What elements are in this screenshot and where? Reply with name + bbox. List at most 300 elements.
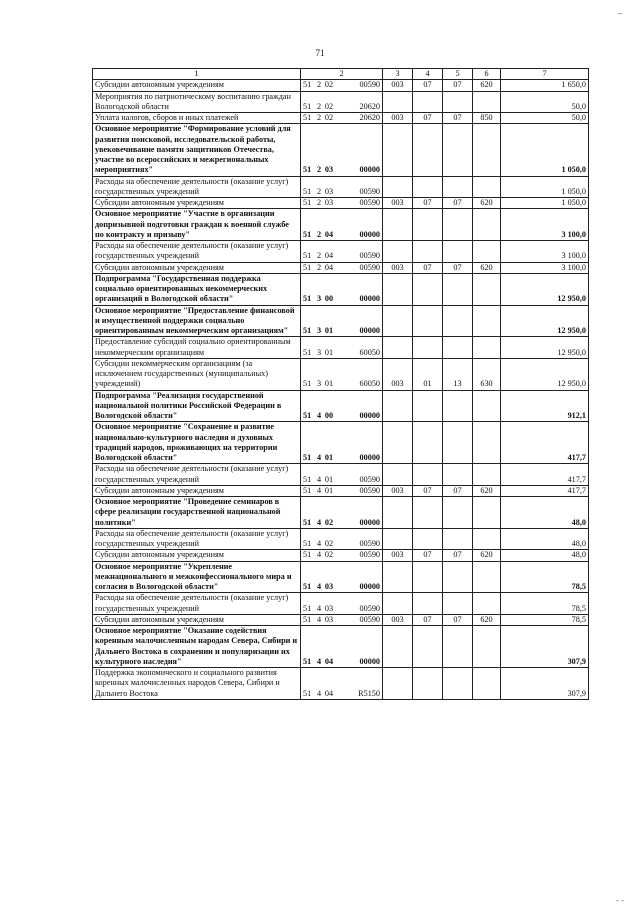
row-amount: 12 950,0: [501, 305, 589, 337]
row-name: Субсидии некоммерческим организациям (за исключением государственных (муниципальных) учреждений): [93, 358, 301, 390]
code-measure: 03: [324, 165, 334, 175]
row-amount: 3 100,0: [501, 209, 589, 241]
row-col-6: 620: [473, 80, 501, 91]
code-direction: 00590: [359, 262, 380, 272]
row-col-6: [473, 305, 501, 337]
code-program: 51: [303, 294, 312, 304]
table-row: [93, 485, 589, 496]
row-amount: 307,9: [501, 626, 589, 668]
row-code: [301, 626, 383, 668]
code-program: 51: [303, 251, 312, 261]
row-code-parts: [303, 604, 380, 614]
code-direction: 00590: [359, 198, 380, 207]
row-col-6: 620: [473, 614, 501, 625]
code-subprogram: 4: [316, 517, 322, 527]
header-col-3: 3: [383, 69, 413, 80]
row-col-5: 07: [443, 80, 473, 91]
code-measure: 02: [324, 517, 334, 527]
row-name: Основное мероприятие "Участие в организации допризывной подготовки граждан к военной службе по контракту и призыву": [93, 209, 301, 241]
row-code: [301, 614, 383, 625]
row-name: Субсидии автономным учреждениям: [93, 80, 301, 91]
row-col-6: [473, 626, 501, 668]
table-row: [93, 124, 589, 176]
row-col-3: [383, 91, 413, 113]
row-amount: 78,5: [501, 593, 589, 615]
row-code: [301, 198, 383, 209]
code-measure: 04: [324, 688, 334, 698]
row-col-3: 003: [383, 80, 413, 91]
row-code: [301, 485, 383, 496]
row-name: Субсидии автономным учреждениям: [93, 198, 301, 209]
table-row: [93, 528, 589, 550]
budget-table: [92, 68, 589, 700]
row-code-parts: [303, 263, 380, 273]
row-code-parts: [303, 475, 380, 485]
table-row: [93, 80, 589, 91]
header-col-5: 5: [443, 69, 473, 80]
row-name: Расходы на обеспечение деятельности (оказание услуг) государственных учреждений: [93, 593, 301, 615]
row-code-parts: [303, 657, 380, 667]
row-col-5: 13: [443, 358, 473, 390]
row-code-parts: [303, 582, 380, 592]
row-name: Расходы на обеспечение деятельности (оказание услуг) государственных учреждений: [93, 464, 301, 486]
row-col-4: [413, 626, 443, 668]
row-name: Основное мероприятие "Сохранение и развитие национально-культурного наследия и духовных традиций народов, проживающих на территории Вологодской области": [93, 422, 301, 464]
table-row: [93, 113, 589, 124]
code-program: 51: [303, 113, 312, 122]
row-code: [301, 273, 383, 305]
row-code-parts: [303, 348, 380, 358]
table-row: [93, 422, 589, 464]
code-measure: 03: [324, 603, 334, 613]
code-direction: R5150: [358, 688, 380, 698]
row-col-3: [383, 528, 413, 550]
row-col-6: [473, 91, 501, 113]
code-subprogram: 2: [316, 186, 322, 196]
code-measure: 04: [324, 656, 334, 666]
table-row: [93, 550, 589, 561]
code-subprogram: 2: [316, 229, 322, 239]
row-code-parts: [303, 689, 380, 699]
row-col-6: 620: [473, 550, 501, 561]
row-col-5: 07: [443, 485, 473, 496]
row-col-5: 07: [443, 550, 473, 561]
code-direction: 00590: [359, 614, 380, 624]
table-row: [93, 176, 589, 198]
row-col-4: [413, 176, 443, 198]
row-col-6: 850: [473, 113, 501, 124]
code-program: 51: [303, 614, 312, 624]
row-code-parts: [303, 615, 380, 625]
code-direction: 00000: [359, 453, 380, 462]
code-measure: 03: [324, 614, 334, 624]
table-row: [93, 390, 589, 422]
code-direction: 00000: [359, 165, 380, 175]
row-col-4: [413, 464, 443, 486]
row-col-6: 620: [473, 262, 501, 273]
row-amount: 417,7: [501, 464, 589, 486]
row-col-3: [383, 668, 413, 700]
row-amount: 12 950,0: [501, 273, 589, 305]
row-code-parts: [303, 326, 380, 336]
row-col-4: 07: [413, 485, 443, 496]
row-col-3: 003: [383, 550, 413, 561]
header-col-2: 2: [301, 69, 383, 80]
table-row: [93, 626, 589, 668]
row-col-4: 07: [413, 614, 443, 625]
row-col-3: [383, 124, 413, 176]
row-amount: 12 950,0: [501, 337, 589, 359]
row-amount: 1 050,0: [501, 198, 589, 209]
code-direction: 00000: [359, 656, 380, 666]
row-col-4: [413, 305, 443, 337]
row-amount: 912,1: [501, 390, 589, 422]
row-name: Субсидии автономным учреждениям: [93, 262, 301, 273]
page-number: 71: [315, 48, 325, 58]
row-col-3: [383, 464, 413, 486]
row-col-6: [473, 464, 501, 486]
row-code-parts: [303, 187, 380, 197]
code-measure: 03: [324, 582, 334, 591]
code-subprogram: 2: [316, 198, 322, 207]
code-program: 51: [303, 326, 312, 335]
row-col-4: [413, 91, 443, 113]
row-col-6: [473, 422, 501, 464]
row-col-6: 620: [473, 485, 501, 496]
code-direction: 00590: [359, 603, 380, 613]
table-row: [93, 497, 589, 529]
table-row: [93, 198, 589, 209]
row-col-5: [443, 422, 473, 464]
code-direction: 20620: [359, 101, 380, 111]
code-direction: 00000: [359, 411, 380, 420]
row-col-4: [413, 273, 443, 305]
code-measure: 04: [324, 251, 334, 261]
code-measure: 00: [324, 411, 334, 420]
code-measure: 01: [324, 379, 334, 389]
code-program: 51: [303, 379, 312, 389]
row-name: Субсидии автономным учреждениям: [93, 614, 301, 625]
row-col-6: [473, 176, 501, 198]
row-name: Основное мероприятие "Укрепление межнационального и межконфессионального мира и согласия в Вологодской области": [93, 561, 301, 593]
code-subprogram: 2: [316, 251, 322, 261]
code-measure: 02: [324, 101, 334, 111]
row-amount: 12 950,0: [501, 358, 589, 390]
code-direction: 60050: [359, 379, 380, 389]
row-col-6: [473, 528, 501, 550]
row-col-4: [413, 337, 443, 359]
row-code: [301, 561, 383, 593]
row-col-4: [413, 497, 443, 529]
code-program: 51: [303, 603, 312, 613]
row-col-3: 003: [383, 262, 413, 273]
row-col-5: [443, 337, 473, 359]
row-name: Расходы на обеспечение деятельности (оказание услуг) государственных учреждений: [93, 241, 301, 263]
code-subprogram: 4: [316, 550, 322, 560]
table-row: [93, 464, 589, 486]
row-col-4: [413, 124, 443, 176]
code-measure: 02: [324, 550, 334, 560]
code-program: 51: [303, 262, 312, 272]
code-subprogram: 2: [316, 101, 322, 111]
code-direction: 00000: [359, 517, 380, 527]
code-subprogram: 3: [316, 294, 322, 304]
row-col-3: [383, 626, 413, 668]
row-col-5: [443, 528, 473, 550]
row-amount: 78,5: [501, 614, 589, 625]
row-code-parts: [303, 539, 380, 549]
row-name: Мероприятия по патриотическому воспитанию граждан Вологодской области: [93, 91, 301, 113]
row-name: Уплата налогов, сборов и иных платежей: [93, 113, 301, 124]
row-name: Субсидии автономным учреждениям: [93, 550, 301, 561]
row-code: [301, 209, 383, 241]
code-measure: 04: [324, 229, 334, 239]
table-row: [93, 273, 589, 305]
row-col-5: [443, 124, 473, 176]
table-row: [93, 337, 589, 359]
row-col-3: 003: [383, 358, 413, 390]
row-col-4: [413, 422, 443, 464]
table-row: [93, 561, 589, 593]
row-name: Основное мероприятие "Оказание содействия коренным малочисленным народам Севера, Сибири и Дальнего Востока в сохранении и популяризации их культурного наследия": [93, 626, 301, 668]
row-code: [301, 390, 383, 422]
row-name: Предоставление субсидий социально ориентированным некоммерческим организациям: [93, 337, 301, 359]
code-program: 51: [303, 198, 312, 207]
row-code: [301, 550, 383, 561]
code-subprogram: 4: [316, 582, 322, 591]
row-col-5: [443, 273, 473, 305]
row-col-5: [443, 390, 473, 422]
code-direction: 00590: [359, 485, 380, 495]
row-col-4: [413, 593, 443, 615]
row-code-parts: [303, 102, 380, 112]
row-code: [301, 528, 383, 550]
row-col-6: 630: [473, 358, 501, 390]
table-row: [93, 614, 589, 625]
row-col-3: [383, 337, 413, 359]
row-col-5: 07: [443, 262, 473, 273]
edge-mark: - -: [615, 895, 624, 905]
row-amount: 3 100,0: [501, 241, 589, 263]
row-col-3: [383, 241, 413, 263]
row-amount: 1 650,0: [501, 80, 589, 91]
row-amount: 50,0: [501, 91, 589, 113]
row-code: [301, 124, 383, 176]
code-subprogram: 3: [316, 379, 322, 389]
code-subprogram: 4: [316, 614, 322, 624]
table-row: [93, 305, 589, 337]
row-name: Поддержка экономического и социального развития коренных малочисленных народов Севера, Сибири и Дальнего Востока: [93, 668, 301, 700]
table-row: [93, 593, 589, 615]
code-direction: 00590: [359, 550, 380, 560]
code-subprogram: 4: [316, 411, 322, 420]
row-code: [301, 305, 383, 337]
row-amount: 1 050,0: [501, 176, 589, 198]
code-direction: 60050: [359, 347, 380, 357]
code-subprogram: 4: [316, 539, 322, 548]
row-col-3: 003: [383, 113, 413, 124]
row-col-5: [443, 593, 473, 615]
code-measure: 01: [324, 453, 334, 462]
row-col-5: [443, 497, 473, 529]
code-program: 51: [303, 186, 312, 196]
code-subprogram: 3: [316, 347, 322, 357]
code-measure: 01: [324, 326, 334, 335]
header-col-4: 4: [413, 69, 443, 80]
row-col-5: 07: [443, 113, 473, 124]
row-code: [301, 358, 383, 390]
row-col-3: 003: [383, 198, 413, 209]
code-program: 51: [303, 550, 312, 560]
code-measure: 02: [324, 539, 334, 548]
code-program: 51: [303, 453, 312, 462]
row-col-5: [443, 561, 473, 593]
budget-table-body: [93, 69, 589, 700]
row-code-parts: [303, 230, 380, 240]
table-row: [93, 668, 589, 700]
row-col-5: [443, 305, 473, 337]
row-col-4: [413, 390, 443, 422]
code-program: 51: [303, 80, 312, 90]
table-row: [93, 358, 589, 390]
row-col-5: 07: [443, 614, 473, 625]
row-code-parts: [303, 379, 380, 389]
table-row: [93, 91, 589, 113]
row-amount: 48,0: [501, 528, 589, 550]
row-col-4: [413, 209, 443, 241]
row-col-3: [383, 593, 413, 615]
row-amount: 50,0: [501, 113, 589, 124]
row-amount: 48,0: [501, 550, 589, 561]
corner-mark: –: [617, 8, 622, 18]
code-subprogram: 4: [316, 485, 322, 495]
row-code: [301, 262, 383, 273]
row-name: Подпрограмма "Реализация государственной национальной политики Российской Федерации в Вологодской области": [93, 390, 301, 422]
row-name: Основное мероприятие "Предоставление финансовой и имущественной поддержки социально ориентированным некоммерческим организациям": [93, 305, 301, 337]
code-measure: 00: [324, 294, 334, 304]
row-col-4: [413, 668, 443, 700]
row-code-parts: [303, 518, 380, 528]
row-code-parts: [303, 550, 380, 560]
row-col-4: 01: [413, 358, 443, 390]
row-code-parts: [303, 165, 380, 175]
row-col-3: [383, 422, 413, 464]
code-program: 51: [303, 539, 312, 548]
code-measure: 01: [324, 347, 334, 357]
row-col-3: 003: [383, 485, 413, 496]
code-program: 51: [303, 582, 312, 591]
row-code: [301, 241, 383, 263]
row-col-3: [383, 176, 413, 198]
row-col-3: [383, 209, 413, 241]
row-code: [301, 593, 383, 615]
header-col-7: 7: [501, 69, 589, 80]
row-col-6: [473, 390, 501, 422]
row-code: [301, 113, 383, 124]
code-measure: 01: [324, 474, 334, 484]
row-name: Субсидии автономным учреждениям: [93, 485, 301, 496]
row-amount: 78,5: [501, 561, 589, 593]
code-subprogram: 2: [316, 262, 322, 272]
code-measure: 02: [324, 80, 334, 90]
code-program: 51: [303, 688, 312, 698]
row-col-5: [443, 91, 473, 113]
row-col-6: [473, 497, 501, 529]
row-code-parts: [303, 80, 380, 90]
row-code: [301, 80, 383, 91]
row-col-4: 07: [413, 113, 443, 124]
code-program: 51: [303, 165, 312, 175]
code-direction: 00000: [359, 582, 380, 591]
row-col-6: [473, 668, 501, 700]
code-program: 51: [303, 474, 312, 484]
row-col-4: [413, 528, 443, 550]
row-col-6: [473, 209, 501, 241]
code-subprogram: 4: [316, 656, 322, 666]
row-col-3: [383, 561, 413, 593]
code-program: 51: [303, 101, 312, 111]
table-row: [93, 241, 589, 263]
row-code-parts: [303, 198, 380, 208]
row-amount: 48,0: [501, 497, 589, 529]
code-program: 51: [303, 656, 312, 666]
row-col-6: [473, 273, 501, 305]
row-code: [301, 497, 383, 529]
row-code: [301, 91, 383, 113]
row-code-parts: [303, 251, 380, 261]
row-code: [301, 464, 383, 486]
row-name: Основное мероприятие "Проведение семинаров в сфере реализации государственной национальной политики": [93, 497, 301, 529]
row-code: [301, 422, 383, 464]
row-col-6: [473, 124, 501, 176]
row-col-6: [473, 241, 501, 263]
row-amount: 3 100,0: [501, 262, 589, 273]
header-col-1: 1: [93, 69, 301, 80]
code-direction: 20620: [359, 113, 380, 122]
row-col-4: 07: [413, 550, 443, 561]
code-subprogram: 4: [316, 474, 322, 484]
row-col-5: [443, 464, 473, 486]
row-name: Расходы на обеспечение деятельности (оказание услуг) государственных учреждений: [93, 176, 301, 198]
code-program: 51: [303, 229, 312, 239]
code-measure: 02: [324, 113, 334, 122]
code-direction: 00000: [359, 326, 380, 335]
code-direction: 00590: [359, 539, 380, 548]
code-direction: 00590: [359, 251, 380, 261]
row-col-5: [443, 241, 473, 263]
row-name: Расходы на обеспечение деятельности (оказание услуг) государственных учреждений: [93, 528, 301, 550]
row-col-6: [473, 593, 501, 615]
row-col-3: [383, 497, 413, 529]
row-col-6: 620: [473, 198, 501, 209]
code-program: 51: [303, 411, 312, 420]
row-col-4: 07: [413, 262, 443, 273]
code-measure: 03: [324, 186, 334, 196]
row-name: Подпрограмма "Государственная поддержка социально ориентированных некоммерческих организаций в Вологодской области": [93, 273, 301, 305]
code-direction: 00590: [359, 80, 380, 90]
code-program: 51: [303, 485, 312, 495]
code-subprogram: 4: [316, 688, 322, 698]
code-subprogram: 3: [316, 326, 322, 335]
code-measure: 04: [324, 262, 334, 272]
row-amount: 307,9: [501, 668, 589, 700]
row-amount: 417,7: [501, 422, 589, 464]
table-row: [93, 209, 589, 241]
row-code: [301, 176, 383, 198]
row-col-3: [383, 390, 413, 422]
row-code-parts: [303, 486, 380, 496]
row-col-3: 003: [383, 614, 413, 625]
